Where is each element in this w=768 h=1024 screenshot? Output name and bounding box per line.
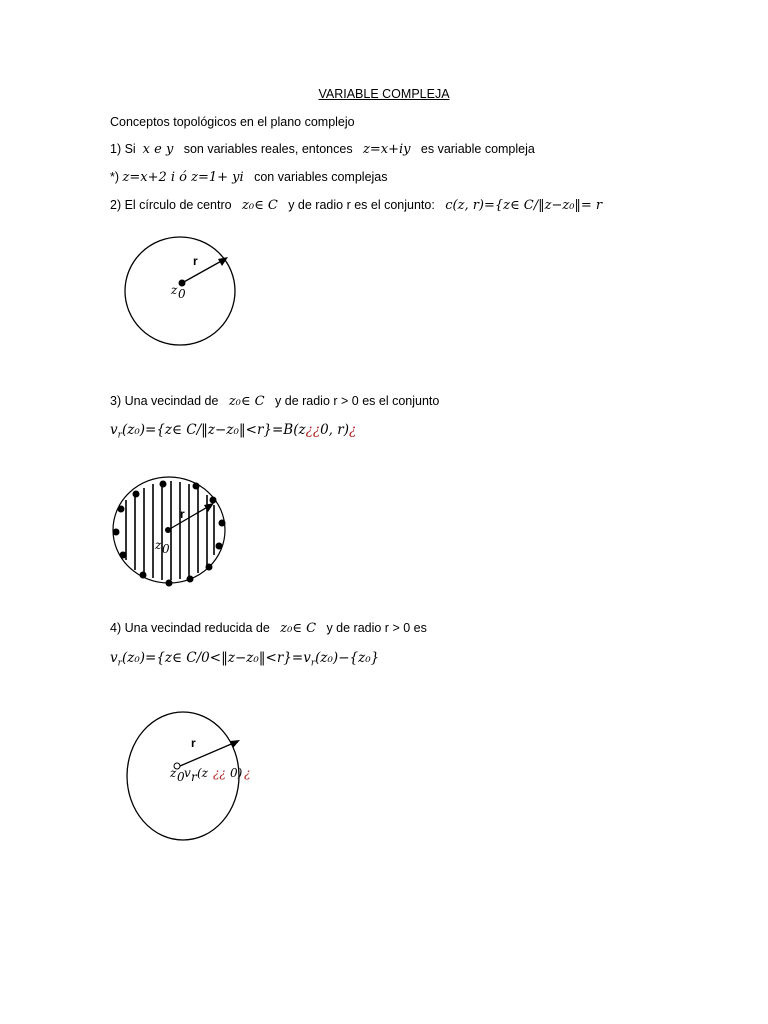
- item-1-suffix: es variable compleja: [420, 142, 535, 156]
- tail-main: (z: [197, 766, 209, 780]
- document-title: VARIABLE COMPLEJA: [318, 87, 450, 101]
- item-1-prefix: 1) Si: [110, 142, 136, 156]
- item-2-prefix: 2) El círculo de centro: [110, 198, 232, 212]
- item-2-math-set: c(z, r)={z∈ C/‖z−z₀‖= r: [445, 198, 603, 213]
- item-3-formula-red-2: ¿: [349, 422, 357, 438]
- radius-label: r: [191, 736, 196, 750]
- item-3-formula-main: (z₀)={z∈ C/‖z−z₀‖<r}=B(z: [121, 422, 306, 438]
- center-subscript: 0: [178, 287, 186, 301]
- item-2-mid: y de radio r es el conjunto:: [288, 198, 435, 212]
- radius-label: r: [180, 507, 185, 521]
- item-4-formula-sub: r: [117, 658, 122, 669]
- item-4-formula-sub-2: r: [310, 658, 316, 669]
- item-1-math-z: z=x+iy: [363, 142, 411, 157]
- item-star-math: z=x+2 i ó z=1+ yi: [122, 170, 244, 185]
- item-4-formula-main: (z₀)={z∈ C/0<‖z−z₀‖<r}=v: [121, 650, 311, 666]
- item-4-formula-v: v: [110, 650, 118, 666]
- arrow-head: [230, 740, 240, 748]
- center-label: z: [155, 538, 162, 552]
- center-subscript: 0: [177, 770, 185, 784]
- item-2-math-center: z₀∈ C: [242, 198, 278, 213]
- item-3-math-center: z₀∈ C: [228, 394, 265, 409]
- item-3-text: 3) Una vecindad de: [110, 394, 219, 408]
- item-3-formula-v: v: [110, 422, 118, 438]
- radius-arrow: [180, 742, 236, 766]
- item-3-formula-tail: 0, r): [320, 422, 349, 438]
- item-star-suffix: con variables complejas: [254, 170, 388, 184]
- center-subscript: 0: [162, 542, 170, 556]
- item-star-prefix: *): [110, 170, 120, 184]
- section-subtitle: Conceptos topológicos en el plano complejo: [110, 115, 355, 129]
- tail-v: v: [184, 766, 191, 780]
- item-4-text: 4) Una vecindad reducida de: [110, 621, 270, 635]
- radius-label: r: [193, 254, 198, 268]
- item-3-formula-sub: r: [117, 430, 122, 441]
- item-4-mid: y de radio r > 0 es: [326, 621, 427, 635]
- item-1-math-xy: x e y: [142, 142, 174, 157]
- item-3-mid: y de radio r > 0 es el conjunto: [275, 394, 440, 408]
- center-label: z: [171, 283, 178, 297]
- tail-zero: 0): [230, 766, 243, 780]
- item-3-formula-red-1: ¿¿: [305, 422, 321, 438]
- item-1-mid: son variables reales, entonces: [183, 142, 353, 156]
- item-4-math-center: z₀∈ C: [280, 621, 317, 636]
- tail-sub: r: [191, 770, 197, 784]
- item-4-formula-tail: (z₀)−{z₀}: [315, 650, 380, 666]
- tail-red-2: ¿: [244, 766, 251, 780]
- tail-red-1: ¿¿: [213, 766, 226, 780]
- center-label: z: [170, 766, 177, 780]
